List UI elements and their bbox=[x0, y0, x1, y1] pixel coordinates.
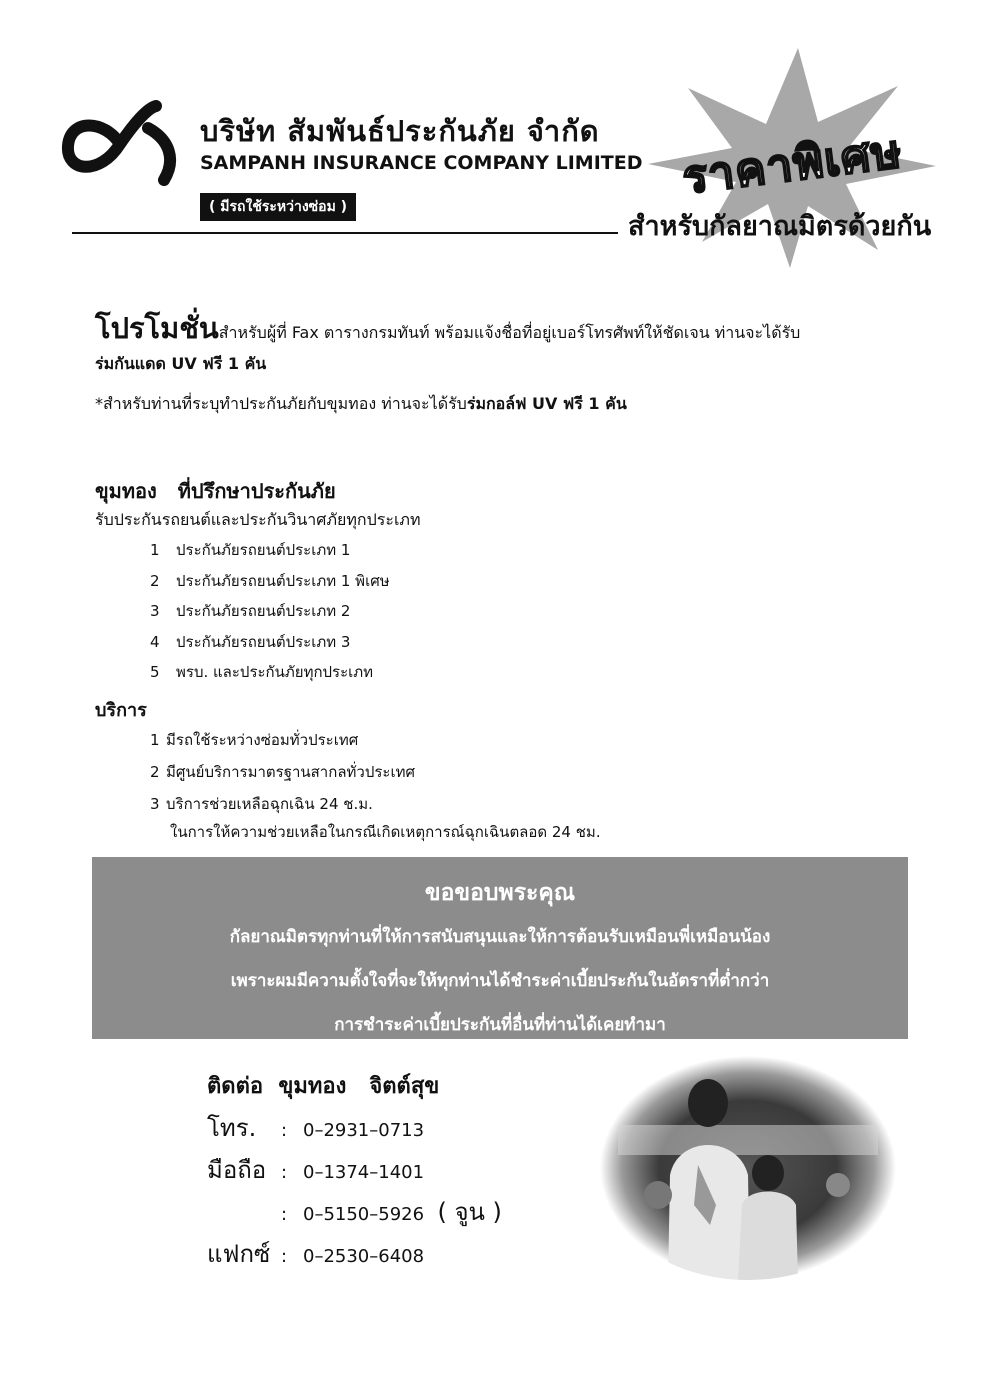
list-label: ประกันภัยรถยนต์ประเภท 1 bbox=[176, 541, 351, 559]
list-label: พรบ. และประกันภัยทุกประเภท bbox=[176, 663, 374, 681]
list-item bbox=[150, 630, 390, 661]
colon: : bbox=[281, 1120, 288, 1141]
list-label: ประกันภัยรถยนต์ประเภท 2 bbox=[176, 602, 351, 620]
list-item bbox=[150, 569, 390, 600]
courtesy-car-badge: ( มีรถใช้ระหว่างซ่อม ) bbox=[200, 193, 356, 221]
promotion-note-gift: ร่มกอล์ฟ UV ฟรี 1 คัน bbox=[466, 394, 627, 413]
agent-subtitle: รับประกันรถยนต์และประกันวินาศภัยทุกประเภท bbox=[95, 510, 421, 529]
thanks-line: การชำระค่าเบี้ยประกันที่อื่นที่ท่านได้เคยทำมา bbox=[334, 1015, 666, 1035]
special-price-subtitle: สำหรับกัลยาณมิตรด้วยกัน bbox=[628, 211, 932, 242]
company-logo bbox=[60, 100, 182, 186]
promotion-gift: ร่มกันแดด UV ฟรี 1 คัน bbox=[95, 354, 267, 373]
list-number: 5 bbox=[150, 663, 160, 681]
list-item bbox=[150, 760, 415, 792]
list-label: ประกันภัยรถยนต์ประเภท 3 bbox=[176, 632, 351, 651]
list-number: 2 bbox=[150, 763, 160, 781]
company-name-th: บริษัท สัมพันธ์ประกันภัย จำกัด bbox=[200, 114, 600, 148]
company-name-en: SAMPANH INSURANCE COMPANY LIMITED bbox=[200, 152, 643, 174]
list-item bbox=[150, 538, 390, 569]
services-list bbox=[150, 728, 415, 824]
promotion-note bbox=[95, 392, 627, 417]
mobile2-note: จูน bbox=[454, 1198, 485, 1226]
fax-number[interactable]: 0–2530–6408 bbox=[303, 1246, 425, 1267]
list-item bbox=[150, 660, 390, 691]
tel-number[interactable]: 0–2931–0713 bbox=[303, 1120, 425, 1141]
list-number: 3 bbox=[150, 795, 160, 813]
list-item bbox=[150, 599, 390, 630]
thanks-title: ขอขอบพระคุณ bbox=[424, 880, 576, 906]
colon: : bbox=[281, 1204, 288, 1225]
list-item bbox=[150, 728, 415, 760]
services-title: บริการ bbox=[95, 700, 147, 721]
mobile-label: มือถือ bbox=[207, 1156, 267, 1184]
list-label: มีศูนย์บริการมาตรฐานสากลทั่วประเทศ bbox=[166, 763, 415, 781]
mobile2-number[interactable]: 0–5150–5926 bbox=[303, 1204, 425, 1225]
thanks-panel bbox=[92, 857, 908, 1039]
promotion-note-text: *สำหรับท่านที่ระบุทำประกันภัยกับขุมทอง ท่านจะได้รับ bbox=[95, 394, 467, 413]
list-number: 3 bbox=[150, 602, 160, 620]
list-number: 4 bbox=[150, 632, 160, 651]
thanks-line: เพราะผมมีความตั้งใจที่จะให้ทุกท่านได้ชำระค่าเบี้ยประกันในอัตราที่ต่ำกว่า bbox=[230, 971, 770, 991]
list-label: มีรถใช้ระหว่างซ่อมทั่วประเทศ bbox=[166, 731, 359, 749]
fax-label: แฟกซ์ bbox=[207, 1240, 271, 1268]
list-label: บริการช่วยเหลือฉุกเฉิน 24 ช.ม. bbox=[166, 795, 373, 813]
insurance-types-list bbox=[150, 538, 390, 691]
promotion-text: สำหรับผู้ที่ Fax ตารางกรมทันท์ พร้อมแจ้งชื่อที่อยู่เบอร์โทรศัพท์ให้ชัดเจน ท่านจะได้รับ bbox=[218, 323, 801, 342]
promotion-heading: โปรโมชั่น bbox=[95, 311, 219, 345]
open-paren: ( bbox=[429, 1198, 455, 1226]
tel-label: โทร. bbox=[207, 1114, 257, 1142]
list-number: 1 bbox=[150, 541, 160, 559]
list-number: 1 bbox=[150, 731, 160, 749]
agent-title: ขุมทอง ที่ปรึกษาประกันภัย bbox=[95, 479, 336, 503]
contact-mobile2-row bbox=[207, 1192, 502, 1231]
contact-title: ติดต่อ ขุมทอง จิตต์สุข bbox=[207, 1074, 440, 1099]
contact-tel-row bbox=[207, 1108, 424, 1147]
list-label: ประกันภัยรถยนต์ประเภท 1 พิเศษ bbox=[176, 571, 390, 590]
mobile-number[interactable]: 0–1374–1401 bbox=[303, 1162, 425, 1183]
colon: : bbox=[281, 1162, 288, 1183]
close-paren: ) bbox=[484, 1198, 502, 1226]
colon: : bbox=[281, 1246, 288, 1267]
contact-mobile-row bbox=[207, 1150, 424, 1189]
service-detail: ในการให้ความช่วยเหลือในกรณีเกิดเหตุการณ์ฉุกเฉินตลอด 24 ชม. bbox=[170, 823, 601, 841]
contact-fax-row bbox=[207, 1234, 424, 1273]
agent-photo bbox=[598, 1055, 898, 1281]
special-price-title: ราคาพิเศษ bbox=[679, 123, 906, 205]
promotion-line bbox=[95, 305, 975, 351]
header-divider bbox=[72, 232, 618, 234]
list-number: 2 bbox=[150, 571, 160, 590]
thanks-line: กัลยาณมิตรทุกท่านที่ให้การสนับสนุนและให้การต้อนรับเหมือนพี่เหมือนน้อง bbox=[229, 927, 771, 947]
